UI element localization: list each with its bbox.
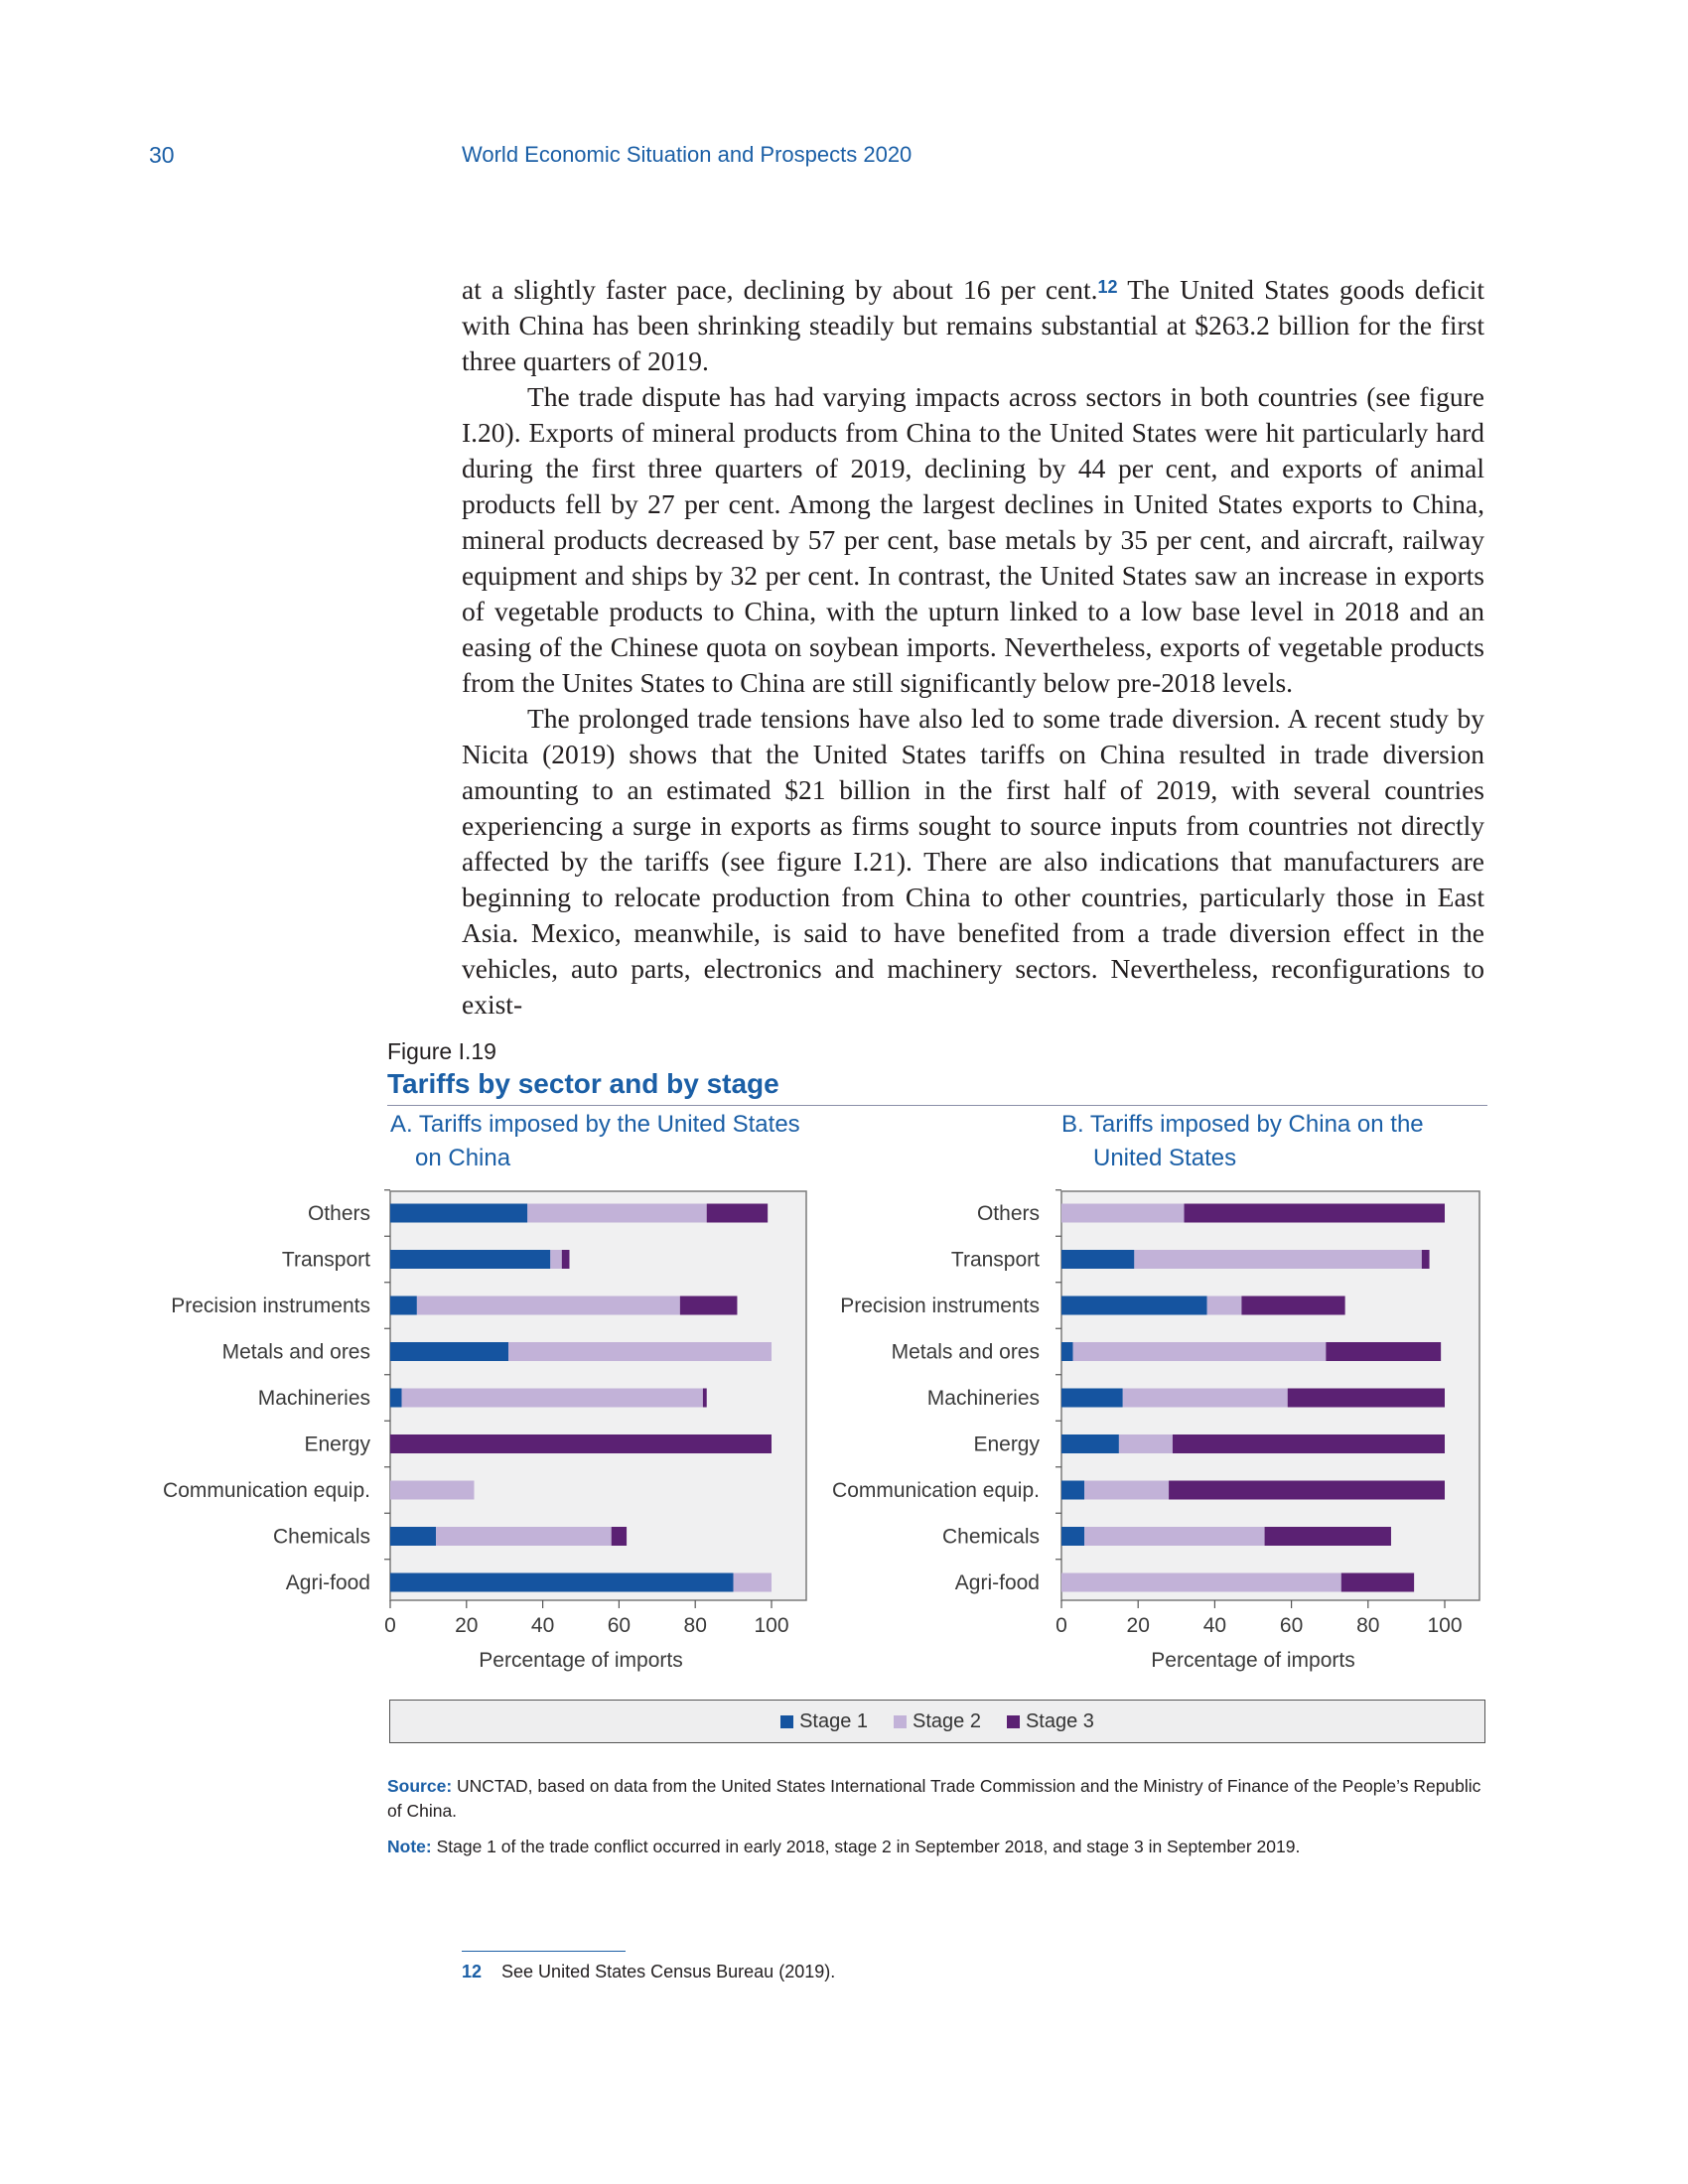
panel-a-bar-stage1 — [390, 1527, 436, 1546]
panel-a-x-tick-label: 0 — [384, 1614, 396, 1637]
panel-b-bar-stage1 — [1061, 1527, 1084, 1546]
paragraph-2: The trade dispute has had varying impacts across sectors in both countries (see figure I.20). Exports of mineral products from China to the United States were hit particularly hard during the first three quarters of 2019, declining by 44 per cent, and exports of animal products fell by 27 per cent. Among the largest declines in United States exports to China, mineral products decreased by 57 per cent, base metals by 35 per cent, and aircraft, railway equipment and ships by 32 per cent. In contrast, the United States saw an increase in exports of vegetable products to China, with the upturn linked to a low base level in 2018 and an easing of the Chinese quota on soybean imports. Nevertheless, exports of vegetable products from the Unites States to China are still significantly below pre-2018 levels. — [462, 381, 1484, 698]
panel-b-bar-stage1 — [1061, 1481, 1084, 1500]
panel-b-bar-stage3 — [1185, 1204, 1445, 1223]
panel-b-bar-stage1 — [1061, 1434, 1119, 1453]
panel-a-category-label: Precision instruments — [171, 1295, 370, 1317]
panel-a-x-tick-label: 80 — [683, 1614, 707, 1637]
paragraph-1-text-cont: The United States goods deficit with China has been shrinking steadily but remains substantial at $263.2 billion for the first three quarters of 2019. — [462, 274, 1484, 376]
panel-b-x-tick-label: 0 — [1055, 1614, 1067, 1637]
panel-b-bar-stage3 — [1169, 1481, 1445, 1500]
panel-a-title-line2: on China — [415, 1145, 511, 1171]
panel-b-category-label: Others — [976, 1202, 1040, 1225]
panel-a-category-label: Transport — [281, 1248, 370, 1272]
panel-b-bar-stage1 — [1061, 1389, 1123, 1408]
panel-b-x-axis-label: Percentage of imports — [1151, 1649, 1355, 1672]
panel-a-bar-stage3 — [703, 1389, 707, 1408]
legend-item-stage2 — [894, 1710, 981, 1733]
panel-b-category-label: Metals and ores — [891, 1340, 1040, 1364]
panel-a-bar-stage1 — [390, 1342, 508, 1361]
panel-b-bar-stage2 — [1134, 1250, 1422, 1269]
panel-b-x-tick-label: 80 — [1356, 1614, 1380, 1637]
page-number: 30 — [149, 142, 175, 168]
panel-a-title-line1: A. Tariffs imposed by the United States — [390, 1111, 800, 1138]
footnote-number: 12 — [462, 1962, 483, 1981]
panel-a-bar-stage1 — [390, 1297, 417, 1315]
panel-b-x-tick-label: 100 — [1427, 1614, 1463, 1637]
panel-a-category-label: Metals and ores — [221, 1340, 370, 1364]
source-label: Source: — [387, 1776, 453, 1796]
legend-item-stage1 — [780, 1710, 868, 1733]
panel-b-category-label: Machineries — [926, 1387, 1040, 1410]
panel-a-bar-stage2 — [734, 1573, 772, 1592]
paragraph-1-text: at a slightly faster pace, declining by about 16 per cent. — [462, 274, 1098, 305]
panel-a-bar-stage2 — [508, 1342, 772, 1361]
footnote — [462, 1962, 835, 1982]
note-label: Note: — [387, 1837, 432, 1856]
panel-a-bar-stage2 — [527, 1204, 706, 1223]
note-text: Stage 1 of the trade conflict occurred in early 2018, stage 2 in September 2018, and stage 3 in September 2019. — [431, 1837, 1301, 1856]
panel-b-x-tick-label: 20 — [1126, 1614, 1150, 1637]
panel-a-x-tick-label: 100 — [754, 1614, 789, 1637]
panel-b-bar-stage3 — [1173, 1434, 1445, 1453]
panel-a-x-tick-label: 40 — [530, 1614, 555, 1637]
panel-b-bar-stage3 — [1326, 1342, 1441, 1361]
panel-a-x-tick-label: 60 — [607, 1614, 632, 1637]
panel-b-bar-stage1 — [1061, 1250, 1134, 1269]
panel-b-bar-stage2 — [1207, 1297, 1242, 1315]
footnote-ref[interactable]: 12 — [1097, 277, 1118, 297]
panel-a-bar-stage1 — [390, 1573, 734, 1592]
panel-b-category-label: Energy — [973, 1433, 1040, 1456]
footnote-text: See United States Census Bureau (2019). — [501, 1962, 836, 1981]
legend-label-stage2: Stage 2 — [913, 1709, 981, 1732]
panel-a-x-tick-label: 20 — [455, 1614, 479, 1637]
panel-a-bar-stage2 — [417, 1297, 680, 1315]
panel-a-bar-stage3 — [390, 1434, 772, 1453]
panel-b-category-label: Agri-food — [954, 1571, 1040, 1594]
panel-a-bar-stage1 — [390, 1204, 527, 1223]
panel-a-bar-stage2 — [436, 1527, 612, 1546]
figure-title: Tariffs by sector and by stage — [387, 1068, 779, 1099]
panel-b-category-label: Transport — [950, 1248, 1040, 1272]
panel-b-bar-stage2 — [1084, 1527, 1264, 1546]
footnote-rule — [462, 1951, 626, 1952]
panel-a-bar-stage2 — [390, 1481, 474, 1500]
running-header: World Economic Situation and Prospects 2020 — [462, 142, 913, 167]
panel-b-category-label: Communication equip. — [832, 1479, 1040, 1502]
panel-b-bar-stage1 — [1061, 1297, 1207, 1315]
panel-b-bar-stage2 — [1073, 1342, 1327, 1361]
panel-a-bar-stage3 — [680, 1297, 738, 1315]
stage2-swatch — [894, 1715, 907, 1728]
panel-a-x-axis-label: Percentage of imports — [479, 1649, 683, 1672]
panel-a-bar-stage2 — [402, 1389, 703, 1408]
panel-a-category-label: Communication equip. — [163, 1479, 370, 1502]
panel-b-bar-stage2 — [1061, 1204, 1185, 1223]
figure-source — [387, 1774, 1489, 1824]
panel-a-bar-stage2 — [550, 1250, 562, 1269]
panel-a-category-label: Agri-food — [285, 1571, 370, 1594]
panel-a-bar-stage1 — [390, 1250, 550, 1269]
stage1-swatch — [780, 1715, 793, 1728]
panel-b-x-tick-label: 40 — [1202, 1614, 1227, 1637]
panel-a-bar-stage3 — [612, 1527, 627, 1546]
panel-b-title-line1: B. Tariffs imposed by China on the — [1061, 1111, 1424, 1138]
panel-b-bar-stage2 — [1084, 1481, 1169, 1500]
source-text: UNCTAD, based on data from the United States International Trade Commission and the Ministry of Finance of the People’s Republic of China. — [387, 1776, 1481, 1821]
panel-b-bar-stage3 — [1422, 1250, 1430, 1269]
panel-b-bar-stage3 — [1288, 1389, 1445, 1408]
legend-label-stage1: Stage 1 — [799, 1709, 869, 1732]
legend-item-stage3 — [1007, 1710, 1094, 1733]
panel-b-bar-stage1 — [1061, 1342, 1073, 1361]
panel-a-bar-stage3 — [562, 1250, 570, 1269]
panel-b-category-label: Chemicals — [941, 1525, 1040, 1549]
legend-label-stage3: Stage 3 — [1025, 1709, 1094, 1732]
panel-a-category-label: Machineries — [257, 1387, 370, 1410]
figure-label: Figure I.19 — [387, 1038, 496, 1064]
panel-b-bar-stage2 — [1119, 1434, 1173, 1453]
panel-b-title-line2: United States — [1093, 1145, 1237, 1171]
paragraph-3: The prolonged trade tensions have also led to some trade diversion. A recent study by Nicita (2019) shows that the United States tariffs on China resulted in trade diversion amounting to an estimated $21 billion in the first half of 2019, with several countries experiencing a surge in exports as firms sought to source inputs from countries not directly affected by the tariffs (see figure I.21). There are also indications that manufacturers are beginning to relocate production from China to other countries, particularly those in East Asia. Mexico, meanwhile, is said to have benefited from a trade diversion effect in the vehicles, auto parts, electronics and machinery sectors. Nevertheless, reconfigurations to exist- — [462, 703, 1484, 1020]
figure-note — [387, 1837, 1489, 1857]
panel-b-bar-stage3 — [1241, 1297, 1344, 1315]
stage3-swatch — [1007, 1715, 1020, 1728]
panel-a-category-label: Energy — [304, 1433, 370, 1456]
panel-b-bar-stage3 — [1341, 1573, 1414, 1592]
panel-b-bar-stage3 — [1265, 1527, 1391, 1546]
panel-b-category-label: Precision instruments — [840, 1295, 1040, 1317]
panel-a-bar-stage3 — [707, 1204, 768, 1223]
panel-b-bar-stage2 — [1123, 1389, 1288, 1408]
chart-legend — [389, 1700, 1485, 1743]
panel-a-bar-stage1 — [390, 1389, 402, 1408]
panel-b-x-tick-label: 60 — [1279, 1614, 1304, 1637]
panel-b-bar-stage2 — [1061, 1573, 1341, 1592]
panel-a-category-label: Chemicals — [272, 1525, 370, 1549]
panel-a-category-label: Others — [307, 1202, 370, 1225]
